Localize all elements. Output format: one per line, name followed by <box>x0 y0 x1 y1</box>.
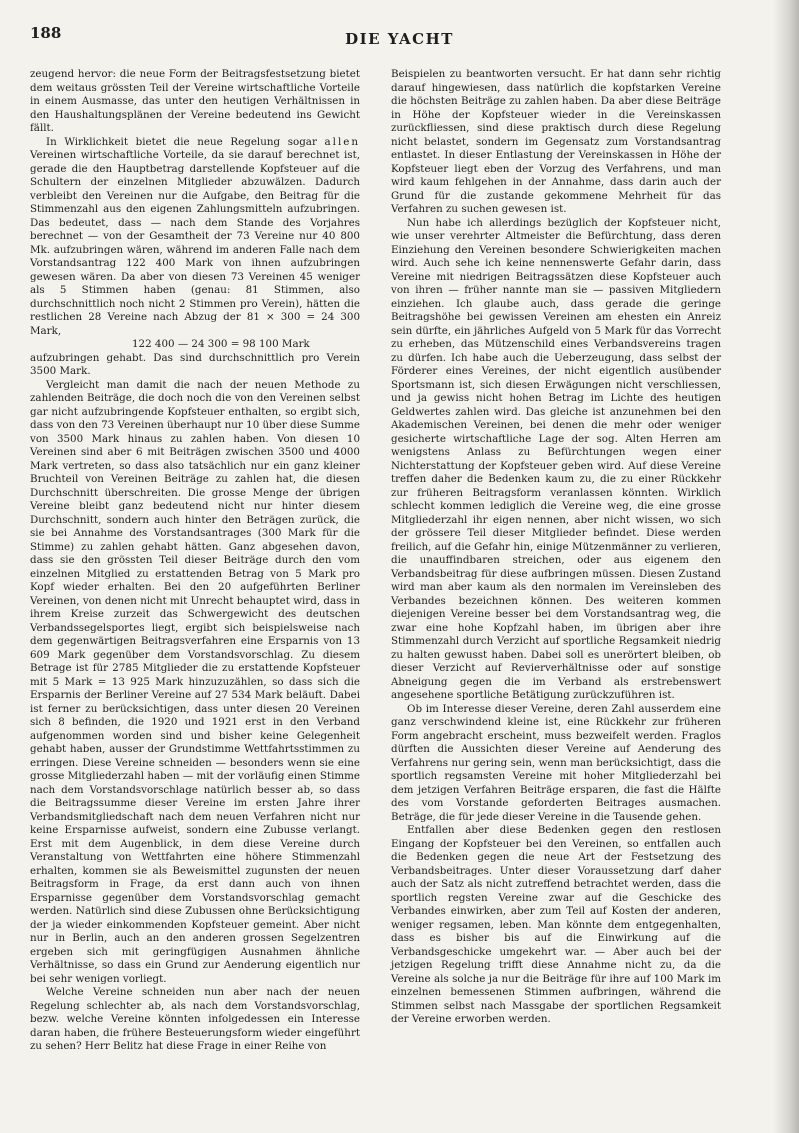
paragraph: Welche Vereine schneiden nun aber nach der neuen Regelung schlechter ab, als nach dem Vorstandsvorschlag, bezw. welche Vereine könnten infolgedessen ein Interesse daran haben, die frühere Besteuerungsform wieder eingeführt zu sehen? Herr Belitz hat diese Frage in einer Reihe von <box>30 986 360 1052</box>
calculation-line: 122 400 — 24 300 = 98 100 Mark <box>132 338 310 350</box>
page-edge-shadow <box>773 0 799 1133</box>
paragraph-text: Vereinen wirtschaftliche Vorteile, da sie darauf berechnet ist, gerade die den Hauptbetrag darstellende Kopfsteuer auf die Schultern der einzelnen Mitglieder abzuwälzen. Dadurch verbleibt den Vereinen nur die Aufgabe, den Beitrag für die Stimmenzahl aus den eigenen Zahlungsmitteln aufzubringen. Das bedeutet, dass — nach dem Stande des Vorjahres berechnet — von der Gesamtheit der 73 Vereine nur 40 800 Mk. aufzubringen wären, während im anderen Falle nach dem Vorstandsantrag 122 400 Mark von ihnen aufzubringen gewesen wären. Da aber von diesen 73 Vereinen 45 weniger als 5 Stimmen haben (genau: 81 Stimmen, also durchschnittlich noch nicht 2 Stimmen pro Verein), hätten die restlichen 28 Vereine nach Abzug der 81 × 300 = 24 300 Mark, <box>30 149 360 337</box>
running-head: DIE YACHT <box>345 30 454 48</box>
paragraph: Ob im Interesse dieser Vereine, deren Zahl ausserdem eine ganz verschwindend kleine ist, eine Rückkehr zur früheren Form angebracht erscheint, muss bezweifelt werden. Fraglos dürften die Aussichten dieser Vereine auf Aenderung des Verfahrens nur gering sein, wenn man berücksichtigt, dass die sportlich regsamsten Vereine mit hoher Mitgliederzahl bei dem jetzigen Verfahren Beiträge ersparen, die fast die Hälfte des vom Vorstande geforderten Beitrages ausmachen. Beträge, die für jede dieser Vereine in die Tausende gehen. <box>391 702 721 823</box>
emphasis-spaced: allen <box>324 135 360 148</box>
paragraph: aufzubringen gehabt. Das sind durchschnittlich pro Verein 3500 Mark. <box>30 351 360 377</box>
paragraph: Beispielen zu beantworten versucht. Er hat dann sehr richtig darauf hingewiesen, dass natürlich die kopfstarken Vereine die höchsten Beiträge zu zahlen haben. Da aber diese Beiträge in Höhe der Kopfsteuer wieder in die Vereinskassen zurückfliessen, sind diese praktisch durch diese Regelung nicht belastet, sondern im Gegensatz zum Vorstandsantrag entlastet. In dieser Entlastung der Vereinskassen in Höhe der Kopfsteuer liegt eben der Vorzug des Verfahrens, und man wird kaum fehlgehen in der Annahme, dass darin auch der Grund für die zustande gekommene Mehrheit für das Verfahren zu suchen gewesen ist. <box>391 68 721 215</box>
paragraph: zeugend hervor: die neue Form der Beitragsfestsetzung bietet dem weitaus grössten Teil der Vereine wirtschaftliche Vorteile in einem Ausmasse, das unter den heutigen Verhältnissen in den Haushaltungsplänen der Vereine bedeutend ins Gewicht fällt. <box>30 68 360 134</box>
right-column <box>391 68 721 1027</box>
paragraph-text: In Wirklichkeit bietet die neue Regelung sogar <box>46 135 317 148</box>
page-number: 188 <box>30 24 62 42</box>
paragraph: Entfallen aber diese Bedenken gegen den restlosen Eingang der Kopfsteuer bei den Vereinen, so entfallen auch die Bedenken gegen die neue Art der Festsetzung des Verbandsbeitrages. Unter dieser Voraussetzung darf daher auch der Satz als nicht zutreffend betrachtet werden, dass die sportlich regsten Vereine zwar auf die Geschicke des Verbandes einwirken, aber zum Teil auf Kosten der anderen, weniger regsamen, leben. Man könnte dem entgegenhalten, dass es bisher bis auf die Einwirkung auf die Verbandsgeschicke umgekehrt war. — Aber auch bei der jetzigen Regelung trifft diese Annahme nicht zu, da die Vereine als solche ja nur die Beiträge für ihre auf 100 Mark im einzelnen bemessenen Stimmen aufbringen, während die Stimmen selbst nach Massgabe der sportlichen Regsamkeit der Vereine erworben werden. <box>391 824 721 1025</box>
paragraph: Vergleicht man damit die nach der neuen Methode zu zahlenden Beiträge, die doch noch die von den Vereinen selbst gar nicht aufzubringende Kopfsteuer enthalten, so ergibt sich, dass von den 73 Vereinen überhaupt nur 10 über diese Summe von 3500 Mark hinaus zu zahlen haben. Von diesen 10 Vereinen sind aber 6 mit Beiträgen zwischen 3500 und 4000 Mark vertreten, so dass also tatsächlich nur ein ganz kleiner Bruchteil von Vereinen Beiträge zu zahlen hat, die diesen Durchschnitt überschreiten. Die grosse Menge der übrigen Vereine bleibt ganz bedeutend nicht nur hinter diesem Durchschnitt, sondern auch hinter den Beträgen zurück, die sie bei Annahme des Vorstandsantrages (300 Mark für die Stimme) zu zahlen gehabt hätten. Ganz abgesehen davon, dass sie den grössten Teil dieser Beiträge durch den vom einzelnen Mitglied zu erstattenden Betrag von 5 Mark pro Kopf wieder erhalten. Bei den 20 aufgeführten Berliner Vereinen, von denen nicht mit Unrecht behauptet wird, dass in ihrem Kreise zurzeit das Schwergewicht des deutschen Verbandssegelsportes liegt, ergibt sich beispielsweise nach dem gegenwärtigen Beitragsverfahren eine Ersparnis von 13 609 Mark gegenüber dem Vorstandsvorschlag. Zu diesem Betrage ist für 2785 Mitglieder die zu erstattende Kopfsteuer mit 5 Mark = 13 925 Mark hinzuzuzählen, so dass sich die Ersparnis der Berliner Vereine auf 27 534 Mark beläuft. Dabei ist ferner zu berücksichtigen, dass unter diesen 20 Vereinen sich 8 befinden, die 1920 und 1921 erst in den Verband aufgenommen worden sind und bisher keine Gelegenheit gehabt haben, ausser der Grundstimme Wettfahrtsstimmen zu erringen. Diese Vereine schneiden — besonders wenn sie eine grosse Mitgliederzahl haben — mit der vorläufig einen Stimme nach dem Vorstandsvorschlage natürlich besser ab, so dass die Beitragssumme dieser Vereine im ersten Jahre ihrer Verbandsmitgliedschaft nach dem neuen Verfahren nicht nur keine Ersparnisse aufweist, sondern eine Zubusse verlangt. Erst mit dem Augenblick, in dem diese Vereine durch Veranstaltung von Wettfahrten eine höhere Stimmenzahl erhalten, kommen sie als Beweismittel zugunsten der neuen Beitragsform in Frage, da erst dann auch von ihnen Ersparnisse gegenüber dem Vorstandsvorschlag gemacht werden. Natürlich sind diese Zubussen ohne Berücksichtigung der ja wieder einkommenden Kopfsteuer gemeint. Aber nicht nur in Berlin, auch an den anderen grossen Segelzentren ergeben sich mit geringfügigen Ausnahmen ähnliche Verhältnisse, so dass ein Grund zur Aenderung eigentlich nur bei sehr wenigen vorliegt. <box>30 378 360 985</box>
paragraph <box>30 136 360 339</box>
paragraph: Nun habe ich allerdings bezüglich der Kopfsteuer nicht, wie unser verehrter Altmeister die Befürchtung, dass deren Einziehung den Vereinen besondere Schwierigkeiten machen wird. Auch sehe ich keine nennenswerte Gefahr darin, dass Vereine mit niedrigen Beitragssätzen diese Kopfsteuer auch von ihren — früher nannte man sie — passiven Mitgliedern einziehen. Ich glaube auch, dass gerade die geringe Beitragshöhe bei gewissen Vereinen am ehesten ein Anreiz sein dürfte, ein jährliches Aufgeld von 5 Mark für das Vorrecht zu erheben, das Mützenschild eines Verbandsvereins tragen zu dürfen. Ich habe auch die Ueberzeugung, dass selbst der Förderer eines Vereines, der nicht eigentlich ausübender Sportsmann ist, sich diesen Erwägungen nicht verschliessen, und ja gewiss nicht hohen Betrag im Lichte des heutigen Geldwertes zahlen wird. Das gleiche ist anzunehmen bei den Akademischen Vereinen, bei denen die mehr oder weniger gesicherte wirtschaftliche Lage der sog. Alten Herren am wenigstens Anlass zu Befürchtungen wegen einer Nichterstattung der Kopfsteuer geben wird. Auf diese Vereine treffen daher die Bedenken kaum zu, die zu einer Rückkehr zur früheren Beitragsform veranlassen könnten. Wirklich schlecht kommen lediglich die Vereine weg, die eine grosse Mitgliederzahl ihr eigen nennen, aber nicht wissen, wo sich der grössere Teil dieser Mitglieder befindet. Diese werden freilich, auf die Gefahr hin, einige Mützenmänner zu verlieren, die unauffindbaren streichen, oder aus eigenem den Verbandsbeitrag für diese aufbringen müssen. Diesen Zustand wird man aber kaum als den normalen im Vereinsleben des Verbandes bezeichnen können. Des weiteren kommen diejenigen Vereine besser bei dem Vorstandsantrag weg, die zwar eine hohe Kopfzahl haben, im übrigen aber ihre Stimmenzahl durch Verzicht auf sportliche Regsamkeit niedrig zu halten gewusst haben. Dabei soll es unerörtert bleiben, ob dieser Verzicht auf Revierverhältnisse oder auf sonstige Abneigung gegen die im Verband als erstrebenswert angesehene sportliche Betätigung zurückzuführen ist. <box>391 216 721 701</box>
left-column <box>30 68 360 1054</box>
